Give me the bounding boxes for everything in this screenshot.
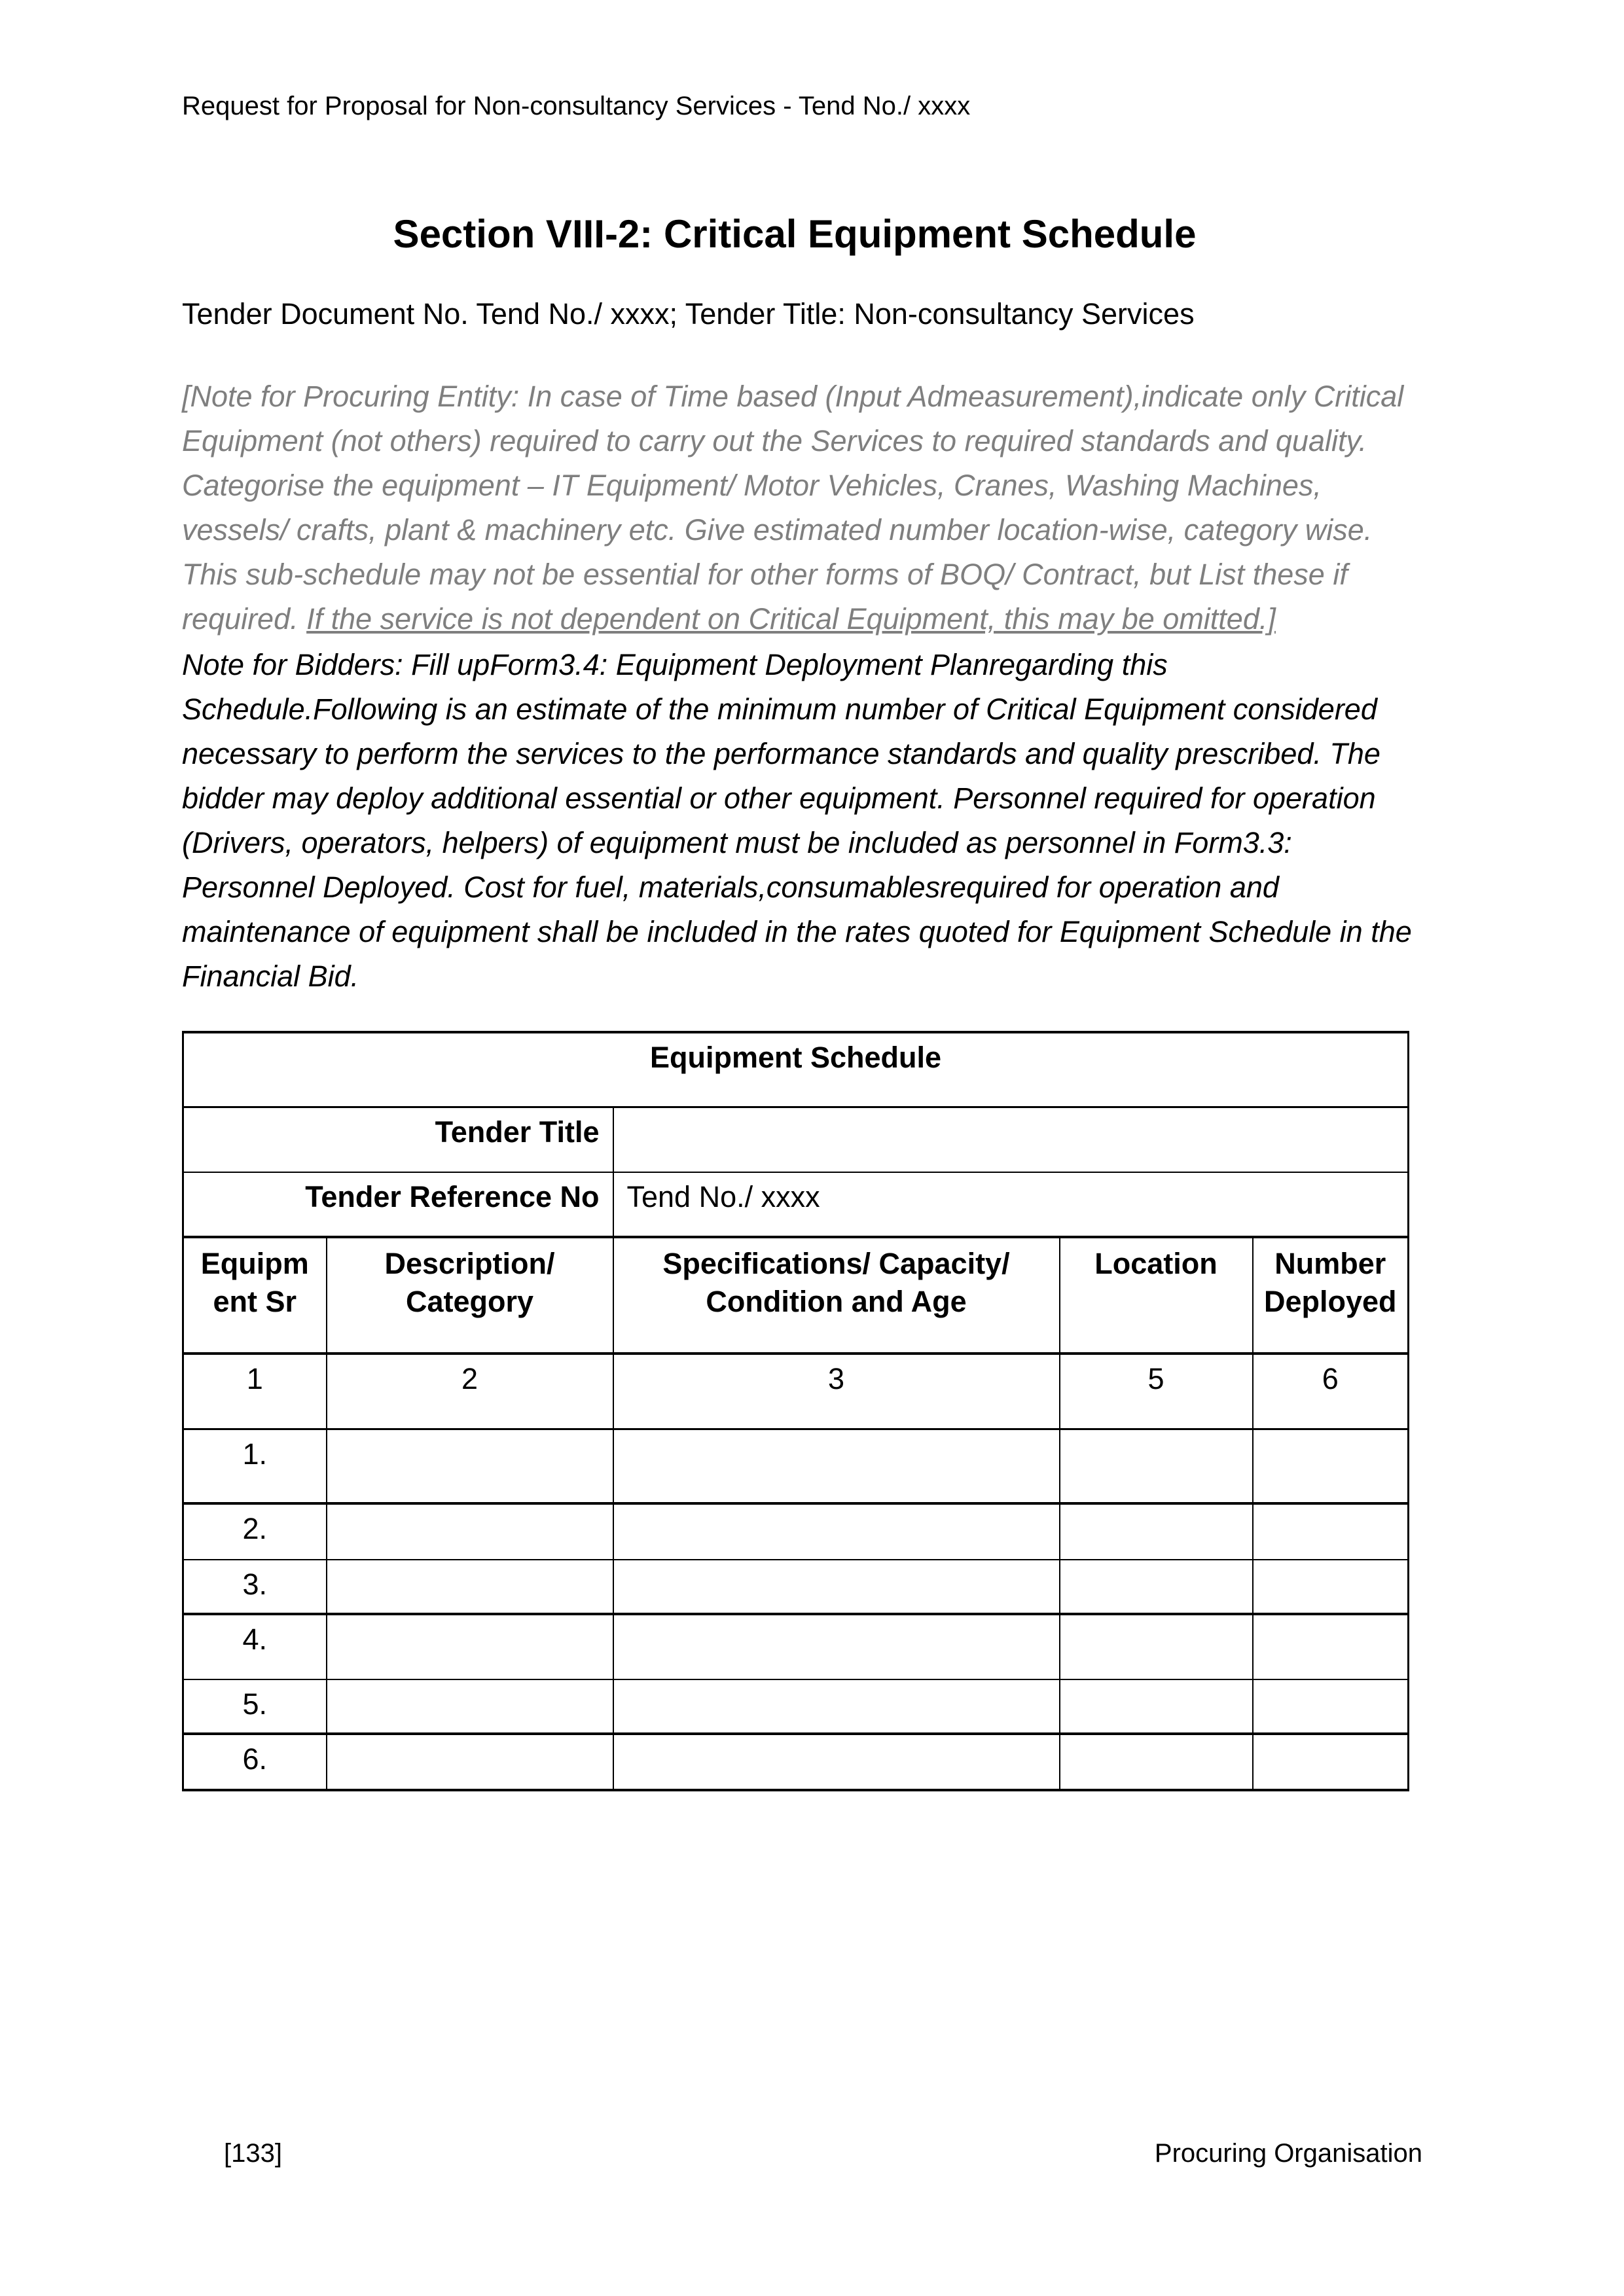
column-header-description-category: Description/ Category: [327, 1237, 613, 1354]
row-description-cell: [327, 1679, 613, 1734]
table-title: Equipment Schedule: [183, 1032, 1409, 1107]
bidders-note: Note for Bidders: Fill upForm3.4: Equipment Deployment Planregarding this Schedule.Following is an estimate of the minimum number of Critical Equipment considered necessary to perform the services to the performance standards and quality prescribed. The bidder may deploy additional essential or other equipment. Personnel required for operation (Drivers, operators, helpers) of equipment must be included as personnel in Form3.3: Personnel Deployed. Cost for fuel, materials,consumablesrequired for operation and maintenance of equipment shall be included in the rates quoted for Equipment Schedule in the Financial Bid.: [182, 648, 1412, 993]
row-sr-number: 2.: [183, 1503, 327, 1560]
row-description-cell: [327, 1734, 613, 1790]
column-header-equipment-sr: Equipment Sr: [183, 1237, 327, 1354]
table-title-row: [183, 1032, 1409, 1107]
column-header-location: Location: [1060, 1237, 1253, 1354]
row-sr-number: 6.: [183, 1734, 327, 1790]
tender-document-line: Tender Document No. Tend No./ xxxx; Tender Title: Non-consultancy Services: [182, 297, 1195, 331]
row-location-cell: [1060, 1614, 1253, 1679]
row-sr-number: 1.: [183, 1429, 327, 1504]
column-number-6: 6: [1253, 1354, 1409, 1429]
row-location-cell: [1060, 1560, 1253, 1614]
tender-title-value: [613, 1107, 1409, 1173]
table-row: [183, 1503, 1409, 1560]
row-number-cell: [1253, 1734, 1409, 1790]
row-specifications-cell: [613, 1503, 1060, 1560]
tender-reference-row: [183, 1172, 1409, 1237]
footer-page-number: [133]: [224, 2139, 282, 2168]
tender-title-row: [183, 1107, 1409, 1173]
section-title: Section VIII-2: Critical Equipment Schedule: [393, 212, 1197, 256]
row-location-cell: [1060, 1679, 1253, 1734]
row-location-cell: [1060, 1429, 1253, 1504]
column-header-row: [183, 1237, 1409, 1354]
tender-title-label: Tender Title: [183, 1107, 613, 1173]
row-description-cell: [327, 1429, 613, 1504]
table-row: [183, 1560, 1409, 1614]
equipment-schedule-table: [182, 1031, 1409, 1791]
row-description-cell: [327, 1614, 613, 1679]
column-number-row: [183, 1354, 1409, 1429]
row-location-cell: [1060, 1734, 1253, 1790]
row-description-cell: [327, 1560, 613, 1614]
row-sr-number: 4.: [183, 1614, 327, 1679]
row-specifications-cell: [613, 1614, 1060, 1679]
row-specifications-cell: [613, 1560, 1060, 1614]
running-header: Request for Proposal for Non-consultancy Services - Tend No./ xxxx: [182, 92, 971, 120]
column-number-3: 3: [613, 1354, 1060, 1429]
row-sr-number: 5.: [183, 1679, 327, 1734]
row-number-cell: [1253, 1429, 1409, 1504]
row-number-cell: [1253, 1560, 1409, 1614]
row-sr-number: 3.: [183, 1560, 327, 1614]
table-row: [183, 1734, 1409, 1790]
procuring-entity-note: [182, 374, 1413, 641]
row-specifications-cell: [613, 1429, 1060, 1504]
row-description-cell: [327, 1503, 613, 1560]
table-row: [183, 1614, 1409, 1679]
row-specifications-cell: [613, 1734, 1060, 1790]
row-location-cell: [1060, 1503, 1253, 1560]
procuring-entity-note-underlined-text: If the service is not dependent on Critical Equipment, this may be omitted.]: [306, 602, 1276, 636]
row-number-cell: [1253, 1679, 1409, 1734]
footer-organisation: Procuring Organisation: [1154, 2139, 1422, 2168]
row-number-cell: [1253, 1503, 1409, 1560]
column-number-2: 2: [327, 1354, 613, 1429]
table-row: [183, 1429, 1409, 1504]
column-number-1: 1: [183, 1354, 327, 1429]
tender-reference-value: Tend No./ xxxx: [613, 1172, 1409, 1237]
table-row: [183, 1679, 1409, 1734]
row-specifications-cell: [613, 1679, 1060, 1734]
column-number-5: 5: [1060, 1354, 1253, 1429]
procuring-entity-note-text: [Note for Procuring Entity: In case of Time based (Input Admeasurement),indicate only Critical Equipment (not others) required to carry out the Services to required standards and quality. Categorise the equipment – IT Equipment/ Motor Vehicles, Cranes, Washing Machines, vessels/ crafts, plant & machinery etc. Give estimated number location-wise, category wise. This sub-schedule may not be essential for other forms of BOQ/ Contract, but List these if required.: [182, 380, 1404, 636]
column-header-specifications: Specifications/ Capacity/ Condition and Age: [613, 1237, 1060, 1354]
row-number-cell: [1253, 1614, 1409, 1679]
tender-reference-label: Tender Reference No: [183, 1172, 613, 1237]
column-header-number-deployed: Number Deployed: [1253, 1237, 1409, 1354]
